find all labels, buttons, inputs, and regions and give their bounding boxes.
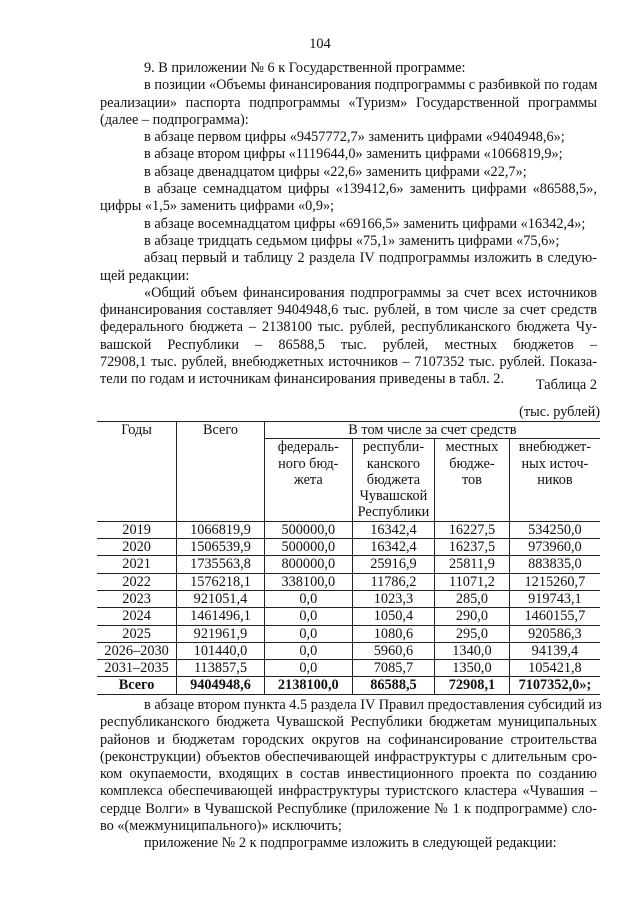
table-row: [97, 573, 600, 590]
table-cell: 534250,0: [509, 521, 600, 538]
table-cell: 2023: [97, 590, 177, 607]
table-cell: 16227,5: [435, 521, 510, 538]
table-cell: 101440,0: [177, 642, 265, 659]
text-line: финансирования составляет 9404948,6 тыс. рублей, в том числе за счет средств: [100, 302, 597, 319]
text-line: в абзаце семнадцатом цифры «139412,6» заменить цифрами «86588,5»,: [144, 181, 597, 198]
table-cell: 1735563,8: [177, 556, 265, 573]
table-row: [97, 642, 600, 659]
subheader-cell: местных бюдже- тов: [435, 439, 510, 521]
table-cell: 2022: [97, 573, 177, 590]
outro-text: [100, 697, 602, 853]
table-cell: 7085,7: [352, 660, 434, 677]
text-line: во «(межмуниципального)» исключить;: [100, 818, 342, 835]
text-line: сердце Волги» в Чувашской Республике (приложение № 1 к подпрограмме) сло-: [100, 800, 597, 817]
table-row: [97, 521, 600, 538]
table-cell: 7107352,0»;: [509, 677, 600, 694]
header-total: Всего: [177, 422, 265, 522]
table-cell: 11071,2: [435, 573, 510, 590]
page-number: 104: [309, 36, 331, 52]
text-line: федерального бюджета – 2138100 тыс. рублей, республиканского бюджета Чу-: [100, 319, 597, 336]
table-cell: 16342,4: [352, 521, 434, 538]
table-cell: 5960,6: [352, 642, 434, 659]
text-line: в абзаце двенадцатом цифры «22,6» заменить цифрами «22,7»;: [144, 163, 527, 180]
table-cell: 921961,9: [177, 625, 265, 642]
table-cell: 113857,5: [177, 660, 265, 677]
header-years: Годы: [97, 422, 177, 522]
text-line: реализации» паспорта подпрограммы «Туризм» Государственной программы: [100, 94, 597, 111]
table-cell: 285,0: [435, 590, 510, 607]
table-units: (тыс. рублей): [519, 404, 600, 420]
text-line: в абзаце втором пункта 4.5 раздела IV Правил предоставления субсидий из: [144, 697, 602, 713]
text-line: 9. В приложении № 6 к Государственной программе:: [144, 60, 466, 76]
table-cell: 1066819,9: [177, 521, 265, 538]
financing-table: [97, 421, 600, 695]
table-cell: 1080,6: [352, 625, 434, 642]
table-row: [97, 660, 600, 677]
text-line: комплекса обеспечивающей инфраструктуры туристского кластера «Чувашия –: [100, 783, 597, 800]
table-cell: 94139,4: [509, 642, 600, 659]
text-line: абзац первый и таблицу 2 раздела IV подпрограммы изложить в следую-: [144, 250, 597, 267]
text-line: в абзаце первом цифры «9457772,7» заменить цифрами «9404948,6»;: [144, 129, 565, 146]
table-cell: 2025: [97, 625, 177, 642]
table-cell: 919743,1: [509, 590, 600, 607]
header-group: В том числе за счет средств: [264, 422, 600, 439]
text-line: цифры «1,5» заменить цифрами «0,9»;: [100, 198, 335, 215]
table-cell: 295,0: [435, 625, 510, 642]
subheader-cell: федераль- ного бюд- жета: [264, 439, 352, 521]
subheader-cell: внебюджет- ных источ- ников: [509, 439, 600, 521]
table-cell: 105421,8: [509, 660, 600, 677]
text-line: республиканского бюджета Чувашской Республики бюджетам муниципальных: [100, 714, 597, 731]
table-cell: 2021: [97, 556, 177, 573]
table-cell: 86588,5: [352, 677, 434, 694]
table-cell: 16342,4: [352, 539, 434, 556]
table-cell: 9404948,6: [177, 677, 265, 694]
text-line: тели по годам и источникам финансирования приведены в табл. 2.: [100, 371, 505, 388]
text-line: приложение № 2 к подпрограмме изложить в следующей редакции:: [144, 835, 557, 852]
table-cell: 0,0: [264, 660, 352, 677]
table-row: [97, 625, 600, 642]
table-cell: 338100,0: [264, 573, 352, 590]
table-cell: 1023,3: [352, 590, 434, 607]
table-cell: 1506539,9: [177, 539, 265, 556]
text-line: в позиции «Объемы финансирования подпрограммы с разбивкой по годам: [144, 77, 598, 94]
text-line: вашской Республики – 86588,5 тыс. рублей, местных бюджетов –: [100, 336, 597, 353]
table-cell: 883835,0: [509, 556, 600, 573]
text-line: (реконструкции) объектов обеспечивающей инфраструктуры с длительным сро-: [100, 748, 597, 765]
table-cell: 25916,9: [352, 556, 434, 573]
table-row: [97, 556, 600, 573]
table-cell: 0,0: [264, 642, 352, 659]
table-cell: Всего: [97, 677, 177, 694]
table-row: [97, 608, 600, 625]
intro-text: [100, 60, 597, 389]
table-cell: 290,0: [435, 608, 510, 625]
table-cell: 2020: [97, 539, 177, 556]
table-cell: 0,0: [264, 608, 352, 625]
table-cell: 1460155,7: [509, 608, 600, 625]
table-cell: 72908,1: [435, 677, 510, 694]
table-cell: 500000,0: [264, 539, 352, 556]
text-line: в абзаце тридцать седьмом цифры «75,1» заменить цифрами «75,6»;: [144, 232, 560, 249]
table-cell: 1576218,1: [177, 573, 265, 590]
table-cell: 0,0: [264, 625, 352, 642]
table-cell: 2019: [97, 521, 177, 538]
table-cell: 16237,5: [435, 539, 510, 556]
table-label: Таблица 2: [535, 377, 597, 393]
table-cell: 1350,0: [435, 660, 510, 677]
table-cell: 0,0: [264, 590, 352, 607]
text-line: районов и бюджетам городских округов на софинансирование строительства: [100, 731, 597, 748]
text-line: в абзаце восемнадцатом цифры «69166,5» заменить цифрами «16342,4»;: [144, 215, 586, 232]
table-cell: 1050,4: [352, 608, 434, 625]
table-cell: 25811,9: [435, 556, 510, 573]
table-cell: 2024: [97, 608, 177, 625]
table-cell: 2138100,0: [264, 677, 352, 694]
table-row: [97, 539, 600, 556]
subheader-cell: республи- канского бюджета Чувашской Республики: [352, 439, 434, 521]
table-cell: 973960,0: [509, 539, 600, 556]
total-row: [97, 677, 600, 694]
text-line: (далее – подпрограмма):: [100, 111, 249, 128]
table-cell: 1461496,1: [177, 608, 265, 625]
text-line: ком окупаемости, входящих в состав инвестиционного проекта по созданию: [100, 766, 597, 783]
table-cell: 800000,0: [264, 556, 352, 573]
text-line: в абзаце втором цифры «1119644,0» заменить цифрами «1066819,9»;: [144, 146, 563, 163]
table-row: [97, 590, 600, 607]
table-cell: 2031–2035: [97, 660, 177, 677]
table-cell: 500000,0: [264, 521, 352, 538]
table-cell: 920586,3: [509, 625, 600, 642]
text-line: щей редакции:: [100, 267, 190, 284]
table-cell: 921051,4: [177, 590, 265, 607]
table-cell: 1340,0: [435, 642, 510, 659]
table-cell: 1215260,7: [509, 573, 600, 590]
text-line: 72908,1 тыс. рублей, внебюджетных источников – 7107352 тыс. рублей. Показа-: [100, 354, 597, 371]
table-cell: 2026–2030: [97, 642, 177, 659]
table-cell: 11786,2: [352, 573, 434, 590]
text-line: «Общий объем финансирования подпрограммы за счет всех источников: [144, 284, 597, 301]
